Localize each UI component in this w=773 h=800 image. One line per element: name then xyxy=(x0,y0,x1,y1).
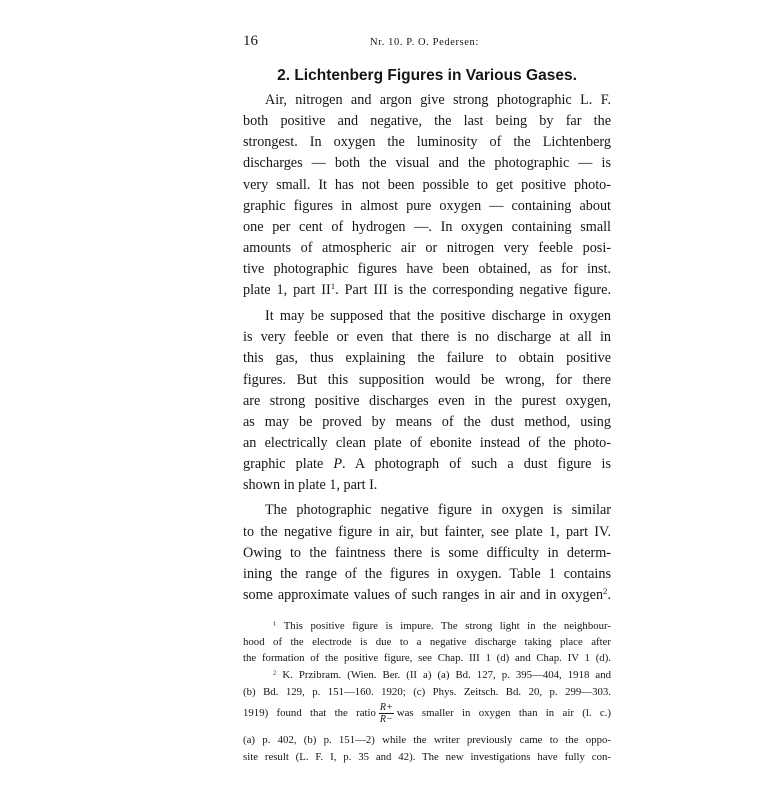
text-line: shown in plate 1, part I. xyxy=(243,477,378,493)
footnote-marker-1: 1 xyxy=(273,620,277,628)
footnote-ref-1: 1 xyxy=(330,281,336,292)
section-title: 2. Lichtenberg Figures in Various Gases. xyxy=(277,67,577,84)
text-line: strongest. In oxygen the luminosity of the Lichtenberg xyxy=(243,134,611,150)
text-line: are strong positive discharges even in the purest oxygen, xyxy=(243,393,611,409)
footnote-2-line: (a) p. 402, (b) p. 151—2) while the writer previously came to the oppo- xyxy=(243,734,611,746)
text-line xyxy=(243,279,611,302)
text-segment: K. Przibram. (Wien. Ber. (II a) (a) Bd. 127, p. 395—404, 1918 and xyxy=(282,669,611,681)
text-segment: This positive figure is impure. The strong light in the neighbour- xyxy=(283,620,611,632)
footnote-2-line: site result (L. F. I, p. 35 and 42). The new investigations have fully con- xyxy=(243,751,611,763)
text-segment: some approximate values of such ranges in air and in oxygen xyxy=(243,587,604,603)
footnote-ref-2: 2 xyxy=(603,586,608,597)
text-segment: . Part III is the corresponding negative figure. xyxy=(335,282,611,298)
text-line xyxy=(243,584,611,607)
text-line: Air, nitrogen and argon give strong photographic L. F. xyxy=(265,92,611,108)
text-segment: . xyxy=(607,587,611,603)
text-line: an electrically clean plate of ebonite instead of the photo- xyxy=(243,435,611,451)
text-line: is very feeble or even that there is no discharge at all in xyxy=(243,329,611,345)
footnote-marker-2: 2 xyxy=(273,669,277,677)
text-line: graphic figures in almost pure oxygen — containing about xyxy=(243,198,611,214)
footnote-2-line: (b) Bd. 129, p. 151—160. 1920; (c) Phys. Zeitsch. Bd. 20, p. 299—303. xyxy=(243,686,611,698)
text-line: very small. It has not been possible to get positive photo- xyxy=(243,177,611,193)
footnote-2-line xyxy=(243,700,611,726)
text-line: this gas, thus explaining the failure to obtain positive xyxy=(243,350,611,366)
text-segment: . A photograph of such a dust figure is xyxy=(342,456,611,472)
fraction-numerator: R+ xyxy=(379,702,393,714)
text-line: as may be proved by means of the dust method, using xyxy=(243,414,611,430)
footnote-1-line xyxy=(243,618,611,635)
text-line xyxy=(243,453,611,476)
footnote-1-line: hood of the electrode is due to a negative discharge taking place after xyxy=(243,636,611,648)
text-line: figures. But this supposition would be wrong, for there xyxy=(243,372,611,388)
text-line: The photographic negative figure in oxygen is similar xyxy=(265,502,611,518)
text-segment: plate 1, part II xyxy=(243,282,331,298)
footnote-1-line: the formation of the positive figure, see Chap. III 1 (d) and Chap. IV 1 (d). xyxy=(243,652,611,664)
text-line: both positive and negative, the last being by far the xyxy=(243,113,611,129)
italic-symbol: P xyxy=(333,456,343,472)
text-line: to the negative figure in air, but fainter, see plate 1, part IV. xyxy=(243,524,611,540)
text-line: ining the range of the figures in oxygen. Table 1 contains xyxy=(243,566,611,582)
running-head: Nr. 10. P. O. Pedersen: xyxy=(370,37,479,48)
text-line: Owing to the faintness there is some difficulty in determ- xyxy=(243,545,611,561)
text-line: amounts of atmospheric air or nitrogen very feeble posi- xyxy=(243,240,611,256)
text-line: one per cent of hydrogen —. In oxygen containing small xyxy=(243,219,611,235)
text-segment: 1919) found that the ratio xyxy=(243,707,376,719)
text-segment: was smaller in oxygen than in air (l. c.) xyxy=(396,707,611,719)
page-number: 16 xyxy=(243,33,258,49)
text-line: discharges — both the visual and the photographic — is xyxy=(243,155,611,171)
text-segment: graphic plate xyxy=(243,456,334,472)
text-line: tive photographic figures have been obtained, as for inst. xyxy=(243,261,611,277)
ratio-fraction xyxy=(379,702,394,725)
text-line: It may be supposed that the positive discharge in oxygen xyxy=(265,308,611,324)
footnote-2-line xyxy=(243,667,611,684)
fraction-denominator: R− xyxy=(379,714,393,726)
